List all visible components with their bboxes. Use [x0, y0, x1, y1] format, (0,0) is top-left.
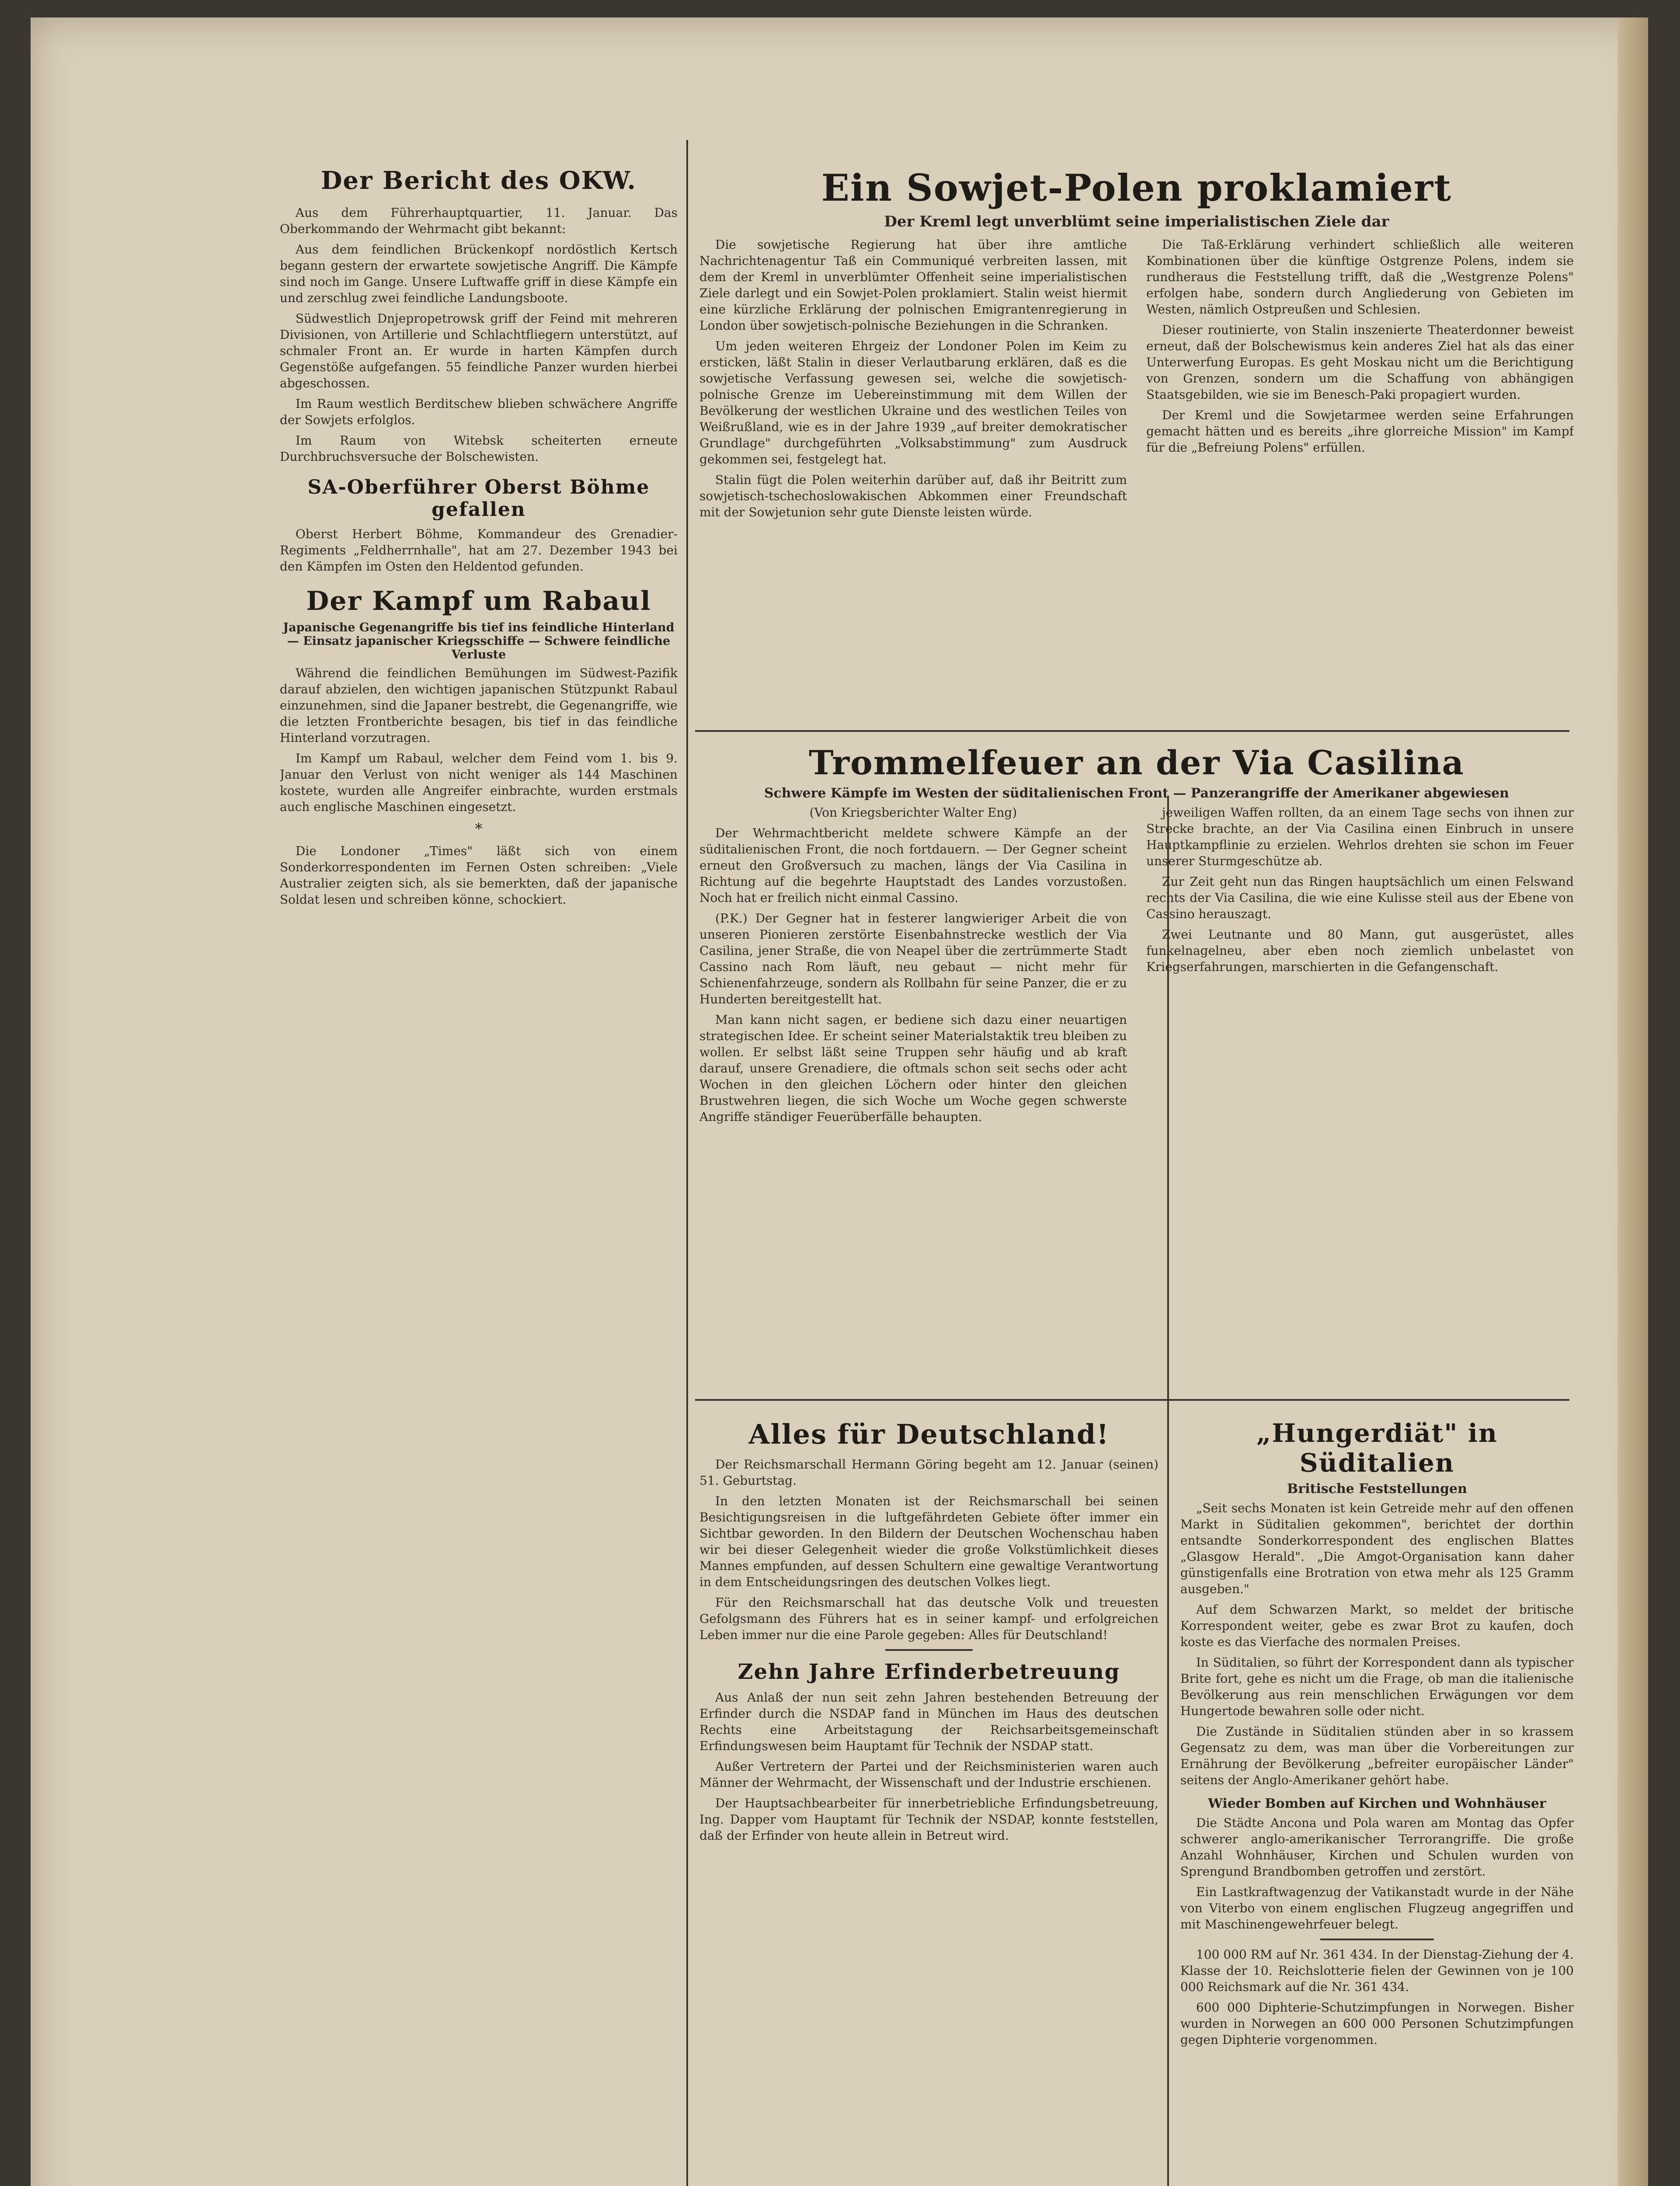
deutschland-headline: Alles für Deutschland!: [748, 1418, 1110, 1450]
right-column: [1180, 1408, 1574, 2186]
lotterie-paragraph: 100 000 RM auf Nr. 361 434. In der Dienstag-Ziehung der 4. Klasse der 10. Reichslotterie fielen der Gewinnen von je 100 000 Reichsmark auf die Nr. 361 434.: [1180, 1947, 1574, 1994]
newspaper-page: [31, 17, 1648, 2186]
polen-headline: Ein Sowjet-Polen proklamiert: [821, 166, 1452, 209]
okw-headline: Der Bericht des OKW.: [320, 166, 637, 195]
bomben-paragraph: Ein Lastkraftwagenzug der Vatikanstadt wurde in der Nähe von Viterbo von einem englischen Flugzeug angegriffen und mit Maschinengewehrfeuer belegt.: [1180, 1885, 1574, 1932]
casilina-paragraph: Man kann nicht sagen, er bediene sich dazu einer neuartigen strategischen Idee. Er scheint seiner Materialstaktik treu bleiben zu wollen. Er selbst läßt seine Truppen sehr häufig und ab kraft darauf, unsere Grenadiere, die oftmals schon seit sechs oder acht Wochen in den gleichen Löchern oder hinter den gleichen Brustwehren liegen, die sich Woche um Woche gegen schwerste Angriffe ständiger Feuerüberfälle behaupten.: [699, 1013, 1127, 1124]
casilina-byline: (Von Kriegsberichter Walter Eng): [809, 805, 1017, 820]
polen-subheadline: Der Kreml legt unverblümt seine imperialistischen Ziele dar: [884, 213, 1389, 230]
polen-paragraph: Die Taß-Erklärung verhindert schließlich alle weiteren Kombinationen über die künftige Ostgrenze Polens, indem sie rundheraus die Feststellung trifft, daß die „Westgrenze Polens" erfolgen habe, sondern durch Angliederung von Gebieten im Westen, nämlich Ostpreußen und Schlesien.: [1146, 237, 1574, 317]
polen-article: [699, 149, 1574, 726]
polen-paragraph: Dieser routinierte, von Stalin inszenierte Theaterdonner beweist erneut, daß der Bolschewismus kein anderes Ziel hat als das einer Unterwerfung Europas. Es geht Moskau nicht um die Berichtigung von Grenzen, sondern um die Schaffung von abhängigen Staatsgebilden, wie sie im Benesch-Paki propagiert wurden.: [1146, 323, 1574, 402]
erfinder-paragraph: Aus Anlaß der nun seit zehn Jahren bestehenden Betreuung der Erfinder durch die NSDAP fand in München im Haus des deutschen Rechts eine Arbeitstagung der Reichsarbeitsgemeinschaft Erfindungswesen beim Hauptamt für Technik der NSDAP statt.: [699, 1690, 1158, 1753]
casilina-paragraph: Zwei Leutnante und 80 Mann, gut ausgerüstet, alles funkelnagelneu, aber eben noch ziemlich unbelastet von Kriegserfahrungen, marschierten in die Gefangenschaft.: [1146, 927, 1574, 974]
rabaul-paragraph: Die Londoner „Times" läßt sich von einem Sonderkorrespondenten im Fernen Osten schreiben: „Viele Australier zeigten sich, als sie bemerkten, daß der japanische Soldat lesen und schreiben könne, schockiert.: [280, 844, 678, 907]
rabaul-paragraph: Im Kampf um Rabaul, welcher dem Feind vom 1. bis 9. Januar den Verlust von nicht weniger als 144 Maschinen kostete, wurden alle Angreifer einbrachte, wurden erstmals auch englische Maschinen eingesetzt.: [280, 751, 678, 814]
okw-paragraph: Aus dem Führerhauptquartier, 11. Januar. Das Oberkommando der Wehrmacht gibt bekannt:: [280, 205, 678, 236]
casilina-paragraph: (P.K.) Der Gegner hat in festerer langwieriger Arbeit die von unseren Pionieren zerstörte Eisenbahnstrecke westlich der Via Casilina, jener Straße, die von Neapel über die zertrümmerte Stadt Cassino nach Rom läuft, neu gebaut — nicht mehr für Schienenfahrzeuge, sondern als Rollbahn für seine Panzer, die er zu Hunderten bereitgestellt hat.: [699, 911, 1127, 1006]
boehme-headline: SA-Oberführer Oberst Böhme gefallen: [307, 476, 650, 521]
hungerdiaet-subheadline: Britische Feststellungen: [1287, 1481, 1467, 1497]
short-rule: [1320, 1939, 1434, 1940]
erfinder-headline: Zehn Jahre Erfinderbetreuung: [737, 1660, 1120, 1684]
hungerdiaet-paragraph: „Seit sechs Monaten ist kein Getreide mehr auf den offenen Markt in Süditalien gekommen", berichtet der dorthin entsandte Sonderkorrespondent des englischen Blattes „Glasgow Herald". „Die Amgot-Organisation kann daher günstigenfalls eine Brotration von etwa mehr als 125 Gramm ausgeben.": [1180, 1501, 1574, 1596]
bomben-headline: Wieder Bomben auf Kirchen und Wohnhäuser: [1208, 1796, 1546, 1811]
section-rule: [695, 1399, 1569, 1401]
okw-paragraph: Im Raum westlich Berditschew blieben schwächere Angriffe der Sowjets erfolglos.: [280, 397, 678, 427]
hungerdiaet-headline: „Hungerdiät" in Süditalien: [1256, 1418, 1498, 1478]
deutschland-paragraph: Der Reichsmarschall Hermann Göring begeht am 12. Januar (seinen) 51. Geburtstag.: [699, 1457, 1158, 1488]
casilina-paragraph: Der Wehrmachtbericht meldete schwere Kämpfe an der süditalienischen Front, die noch fortdauern. — Der Gegner scheint erneut den Großversuch zu machen, längs der Via Casilina in Richtung auf die begehrte Hauptstadt des Landes vorzustoßen. Noch hat er freilich nicht einmal Cassino.: [699, 826, 1127, 905]
okw-paragraph: Aus dem feindlichen Brückenkopf nordöstlich Kertsch begann gestern der erwartete sowjetische Angriff. Die Kämpfe sind noch im Gange. Unsere Luftwaffe griff in diese Kämpfe ein und zerschlug zwei feindliche Landungsboote.: [280, 242, 678, 305]
separator-star: *: [475, 820, 483, 838]
section-rule: [695, 730, 1569, 732]
bomben-paragraph: Die Städte Ancona und Pola waren am Montag das Opfer schwerer anglo-amerikanischer Terrorangriffe. Die große Anzahl Wohnhäuser, Kirchen und Schulen wurden von Sprengund Brandbomben getroffen und zerstört.: [1180, 1816, 1574, 1879]
hungerdiaet-paragraph: Die Zustände in Süditalien stünden aber in so krassem Gegensatz zu dem, was man über die Vorbereitungen zur Ernährung der Bevölkerung „befreiter europäischer Länder" seitens der Anglo-Amerikaner gehört habe.: [1180, 1724, 1574, 1787]
casilina-article: [699, 739, 1574, 1395]
rabaul-paragraph: Während die feindlichen Bemühungen im Südwest-Pazifik darauf abzielen, den wichtigen japanischen Stützpunkt Rabaul einzunehmen, sind die Japaner bestrebt, die Gegenangriffe, wie die letzten Frontberichte besagen, bis tief in das feindliche Hinterland vorzutragen.: [280, 666, 678, 745]
rabaul-headline: Der Kampf um Rabaul: [306, 586, 651, 616]
casilina-subheadline: Schwere Kämpfe im Westen der süditalienischen Front — Panzerangriffe der Amerikaner abgewiesen: [764, 786, 1509, 801]
page-edge: [1617, 17, 1648, 2186]
okw-paragraph: Im Raum von Witebsk scheiterten erneute Durchbruchsversuche der Bolschewisten.: [280, 433, 678, 464]
hungerdiaet-paragraph: Auf dem Schwarzen Markt, so meldet der britische Korrespondent weiter, gebe es zwar Brot zu kaufen, doch koste es das Vierfache des normalen Preises.: [1180, 1602, 1574, 1649]
casilina-paragraph: jeweiligen Waffen rollten, da an einem Tage sechs von ihnen zur Strecke brachte, an der Via Casilina einen Einbruch in unsere Hauptkampflinie zu erzielen. Wehrlos drehten sie schon im Feuer unserer Sturmgeschütze ab.: [1146, 805, 1574, 868]
polen-paragraph: Die sowjetische Regierung hat über ihre amtliche Nachrichtenagentur Taß ein Communiqué verbreiten lassen, mit dem der Kreml in unverblümter Offenheit seine imperialistischen Ziele darlegt und ein Sowjet-Polen proklamiert. Stalin weist hiermit eine kürzliche Erklärung der polnischen Emigrantenregierung in London über sowjetisch-polnische Beziehungen in die Schranken.: [699, 237, 1127, 333]
polen-paragraph: Der Kreml und die Sowjetarmee werden seine Erfahrungen gemacht hätten und es bereits „ihre glorreiche Mission" im Kampf für die „Befreiung Polens" erfüllen.: [1146, 408, 1574, 455]
left-column: [280, 149, 678, 2186]
deutschland-paragraph: In den letzten Monaten ist der Reichsmarschall bei seinen Besichtigungsreisen in die luftgefährdeten Gebiete öfter immer ein Sichtbar geworden. In den Bildern der Deutschen Wochenschau haben wir bei dieser Gelegenheit wieder die große Volkstümlichkeit dieses Mannes empfunden, auf dessen Schultern eine gewaltige Verantwortung in dem Entscheidungsringen des deutschen Volkes liegt.: [699, 1494, 1158, 1589]
short-rule: [885, 1649, 973, 1651]
boehme-paragraph: Oberst Herbert Böhme, Kommandeur des Grenadier-Regiments „Feldherrnhalle", hat am 27. Dezember 1943 bei den Kämpfen im Osten den Heldentod gefunden.: [280, 527, 678, 574]
polen-paragraph: Stalin fügt die Polen weiterhin darüber auf, daß ihr Beitritt zum sowjetisch-tschechoslowakischen Abkommen einer Freundschaft mit der Sowjetunion sehr gute Dienste leisten würde.: [699, 473, 1127, 519]
lotterie-paragraph: 600 000 Diphterie-Schutzimpfungen in Norwegen. Bisher wurden in Norwegen an 600 000 Personen Schutzimpfungen gegen Diphterie vorgenommen.: [1180, 2000, 1574, 2047]
erfinder-paragraph: Außer Vertretern der Partei und der Reichsministerien waren auch Männer der Wehrmacht, der Wissenschaft und der Industrie erschienen.: [699, 1759, 1158, 1790]
okw-paragraph: Südwestlich Dnjepropetrowsk griff der Feind mit mehreren Divisionen, von Artillerie und Schlachtfliegern unterstützt, auf schmaler Front an. Er wurde in harten Kämpfen durch Gegenstöße aufgefangen. 55 feindliche Panzer wurden hierbei abgeschossen.: [280, 311, 678, 390]
deutschland-paragraph: Für den Reichsmarschall hat das deutsche Volk und treuesten Gefolgsmann des Führers hat es in seiner kampf- und erfolgreichen Leben immer nur die eine Parole gegeben: Alles für Deutschland!: [699, 1595, 1158, 1642]
rabaul-subheadline: Japanische Gegenangriffe bis tief ins feindliche Hinterland — Einsatz japanischer Kriegsschiffe — Schwere feindliche Verluste: [283, 621, 675, 661]
erfinder-paragraph: Der Hauptsachbearbeiter für innerbetriebliche Erfindungsbetreuung, Ing. Dapper vom Hauptamt für Technik der NSDAP, konnte feststellen, daß der Erfinder von heute allein in Betreut wird.: [699, 1796, 1158, 1843]
middle-column: [699, 1408, 1158, 2186]
polen-paragraph: Um jeden weiteren Ehrgeiz der Londoner Polen im Keim zu ersticken, läßt Stalin in dieser Verlautbarung erklären, daß es die sowjetische Verfassung gewesen sei, welche die sowjetisch-polnische Grenze im Uebereinstimmung mit dem Willen der Bevölkerung der westlichen Ukraine und des westlichen Teiles von Weißrußland, wie es in der Jahre 1939 „auf breiter demokratischer Grundlage" durchgeführten „Volksabstimmung" zum Ausdruck gekommen sei, festgelegt hat.: [699, 339, 1127, 466]
casilina-headline: Trommelfeuer an der Via Casilina: [809, 743, 1464, 782]
column-rule: [686, 140, 688, 2186]
casilina-paragraph: Zur Zeit geht nun das Ringen hauptsächlich um einen Felswand rechts der Via Casilina, die wie eine Kulisse steil aus der Ebene von Cassino herauszagt.: [1146, 874, 1574, 921]
hungerdiaet-paragraph: In Süditalien, so führt der Korrespondent dann als typischer Brite fort, gehe es nicht um die Frage, ob man die italienische Bevölkerung aus rein menschlichen Erwägungen vor dem Hungertode bewahren solle oder nicht.: [1180, 1655, 1574, 1718]
